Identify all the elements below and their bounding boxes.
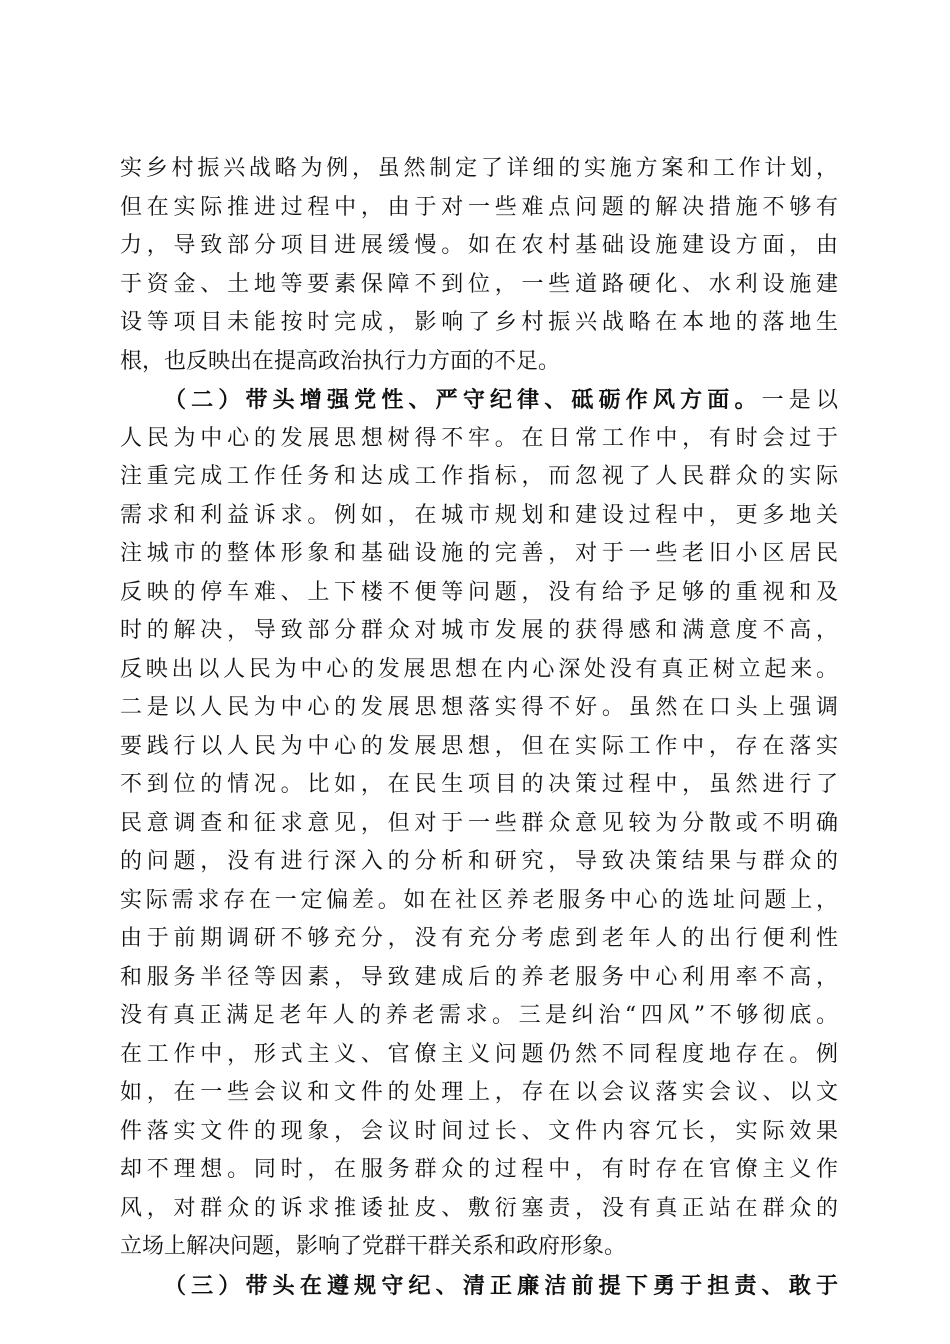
paragraph-2-line-21: 风，对群众的诉求推诿扯皮、敷衍塞责，没有真正站在群众的 (120, 1195, 838, 1221)
section-2-heading-rest: 一是以 (761, 388, 838, 413)
paragraph-2-line-10: 不到位的情况。比如，在民生项目的决策过程中，虽然进行了 (120, 772, 838, 797)
section-2-heading-line (120, 381, 838, 420)
section-3-heading: （三）带头在遵规守纪、清正廉洁前提下勇于担责、敢于 (164, 1272, 838, 1299)
section-2-heading: （二）带头增强党性、严守纪律、砥砺作风方面。 (164, 387, 762, 413)
document-body (120, 150, 838, 1305)
paragraph-2-line-5: 反映的停车难、上下楼不便等问题，没有给予足够的重视和及 (120, 579, 838, 605)
paragraph-1-line-1: 实乡村振兴战略为例，虽然制定了详细的实施方案和工作计划， (120, 156, 838, 181)
paragraph-1-line-3: 力，导致部分项目进展缓慢。如在农村基础设施建设方面，由 (120, 233, 838, 258)
paragraph-2-line-1: 人民为中心的发展思想树得不牢。在日常工作中，有时会过于 (120, 425, 838, 451)
paragraph-2-line-19: 件落实文件的现象，会议时间过长、文件内容冗长，实际效果 (120, 1118, 838, 1144)
paragraph-2-line-3: 需求和利益诉求。例如，在城市规划和建设过程中，更多地关 (120, 502, 838, 528)
paragraph-2-line-13: 实际需求存在一定偏差。如在社区养老服务中心的选址问题上， (120, 887, 838, 913)
paragraph-2-line-12: 的问题，没有进行深入的分析和研究，导致决策结果与群众的 (120, 849, 838, 874)
paragraph-1-line-4: 于资金、土地等要素保障不到位，一些道路硬化、水利设施建 (120, 271, 838, 297)
paragraph-2-line-14: 由于前期调研不够充分，没有充分考虑到老年人的出行便利性 (120, 926, 838, 951)
paragraph-1-line-5: 设等项目未能按时完成，影响了乡村振兴战略在本地的落地生 (120, 310, 838, 335)
paragraph-2-line-2: 注重完成工作任务和达成工作指标，而忽视了人民群众的实际 (120, 464, 838, 489)
paragraph-2-line-9: 要践行以人民为中心的发展思想，但在实际工作中，存在落实 (120, 733, 838, 759)
paragraph-2-line-15: 和服务半径等因素，导致建成后的养老服务中心利用率不高， (120, 964, 838, 990)
paragraph-2-line-20: 却不理想。同时，在服务群众的过程中，有时存在官僚主义作 (120, 1157, 838, 1182)
paragraph-2-line-7: 反映出以人民为中心的发展思想在内心深处没有真正树立起来。 (120, 656, 838, 682)
paragraph-2-line-18: 如，在一些会议和文件的处理上，存在以会议落实会议、以文 (120, 1080, 838, 1105)
paragraph-2-line-8: 二是以人民为中心的发展思想落实得不好。虽然在口头上强调 (120, 695, 838, 720)
paragraph-2-line-4: 注城市的整体形象和基础设施的完善，对于一些老旧小区居民 (120, 541, 838, 566)
paragraph-2-line-22: 立场上解决问题，影响了党群干群关系和政府形象。 (120, 1234, 627, 1259)
paragraph-1-line-6: 根，也反映出在提高政治执行力方面的不足。 (120, 348, 561, 374)
paragraph-1-line-2: 但在实际推进过程中，由于对一些难点问题的解决措施不够有 (120, 194, 838, 220)
paragraph-2-line-11: 民意调查和征求意见，但对于一些群众意见较为分散或不明确 (120, 810, 838, 836)
paragraph-2-line-16: 没有真正满足老年人的养老需求。三是纠治“四风”不够彻底。 (120, 1003, 838, 1028)
paragraph-2-line-6: 时的解决，导致部分群众对城市发展的获得感和满意度不高， (120, 618, 838, 643)
paragraph-2-line-17: 在工作中，形式主义、官僚主义问题仍然不同程度地存在。例 (120, 1041, 838, 1067)
